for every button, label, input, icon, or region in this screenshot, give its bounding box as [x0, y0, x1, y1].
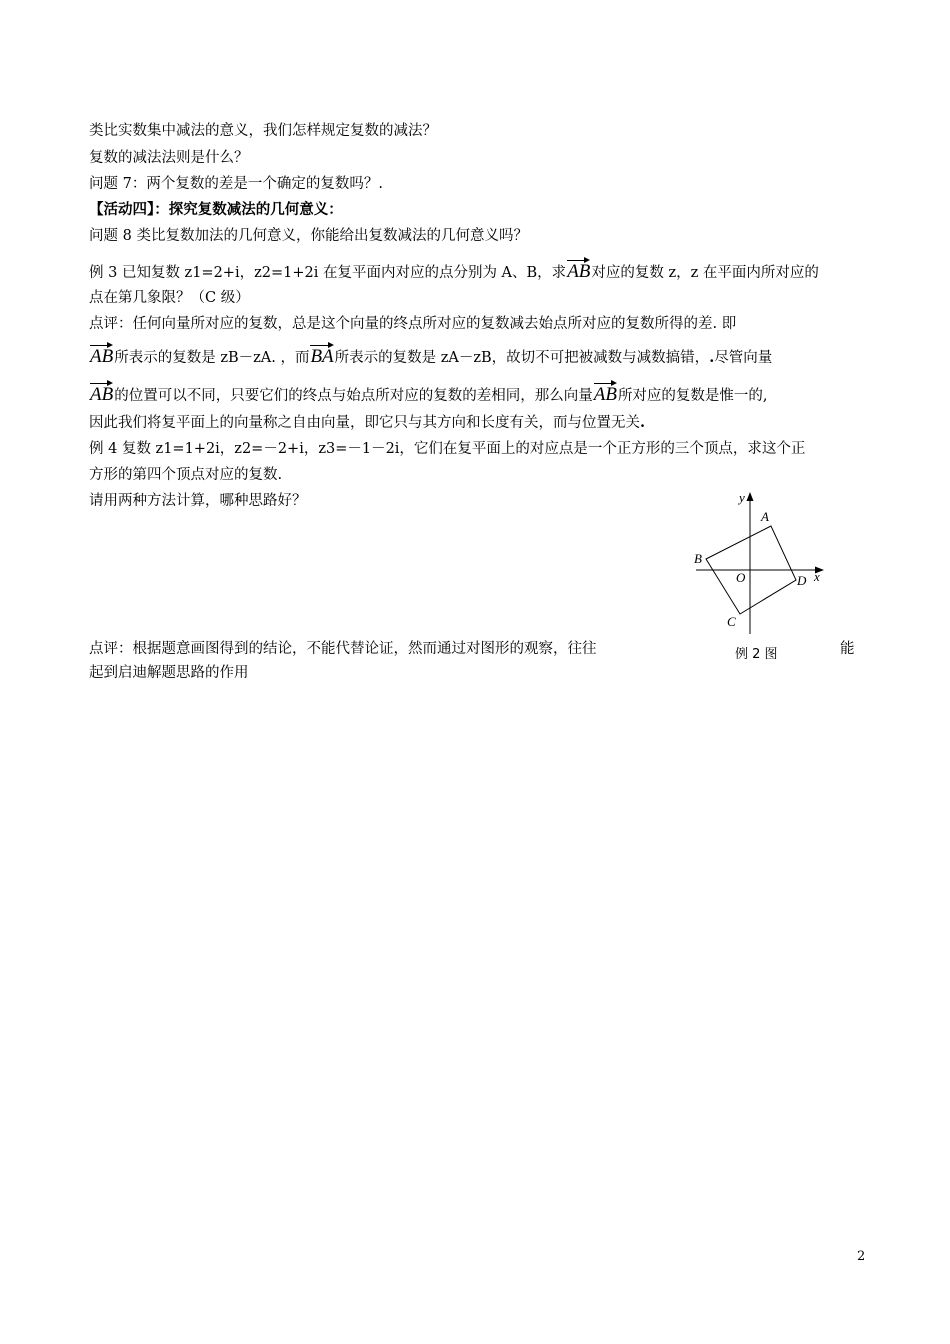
square-diagram	[684, 488, 834, 638]
line-1: 类比实数集中减法的意义，我们怎样规定复数的减法？	[89, 123, 437, 139]
origin-label: O	[736, 570, 746, 585]
comment-1-text-2a: 所表示的复数是 zB－zA. ，而	[114, 350, 310, 366]
question-two-methods: 请用两种方法计算，哪种思路好？	[89, 493, 307, 509]
vector-ab: AB	[593, 384, 617, 405]
example-4-line-1: 例 4 复数 z1=1+2i，z2=－2+i，z3=－1－2i，它们在复平面上的对应点是一个正方形的三个顶点，求这个正	[89, 441, 806, 457]
comment-1-text-2c: 尽管向量	[714, 350, 773, 366]
line-3: 问题 7：两个复数的差是一个确定的复数吗？.	[89, 176, 383, 192]
question-8: 问题 8 类比复数加法的几何意义，你能给出复数减法的几何意义吗？	[89, 228, 528, 244]
example-3-text-2: 对应的复数 z，z 在平面内所对应的	[591, 265, 819, 281]
figure-caption: 例 2 图	[735, 647, 778, 662]
comment-2-text-1b: 能	[840, 641, 855, 657]
comment-2-line-2: 起到启迪解题思路的作用	[89, 665, 249, 681]
comment-1-text-3b: 所对应的复数是惟一的,	[617, 388, 768, 404]
page-number: 2	[857, 1249, 866, 1264]
example-3-line-2: 点在第几象限？（C 级）	[89, 290, 250, 306]
bold-period: .	[640, 414, 646, 431]
comment-1-text-4: 因此我们将复平面上的向量称之自由向量，即它只与其方向和长度有关，而与位置无关	[89, 415, 640, 431]
comment-1-text-3a: 的位置可以不同，只要它们的终点与始点所对应的复数的差相同，那么向量	[114, 388, 593, 404]
bold-dot: .	[709, 349, 715, 366]
example-3-text-1: 例 3 已知复数 z1=2+i，z2=1+2i 在复平面内对应的点分别为 A、B，求	[89, 265, 567, 281]
line-2: 复数的减法法则是什么？	[89, 150, 249, 166]
comment-1-line-2	[89, 344, 772, 369]
vector-ba: BA	[310, 346, 334, 367]
y-axis-arrow	[747, 492, 754, 501]
comment-1-line-4	[89, 412, 645, 434]
comment-2-line-1	[89, 638, 597, 660]
point-c-label: C	[727, 614, 736, 629]
comment-1-text-2b: 所表示的复数是 zA－zB，故切不可把被减数与减数搞错，	[334, 350, 710, 366]
activity-heading: 【活动四】：探究复数减法的几何意义：	[89, 201, 343, 218]
point-b-label: B	[694, 551, 702, 566]
comment-1-line-3	[89, 382, 768, 407]
point-d-label: D	[797, 573, 807, 588]
example-3-line-1	[89, 259, 819, 284]
y-label: y	[739, 490, 745, 505]
x-label: x	[814, 569, 820, 584]
comment-1-line-1: 点评：任何向量所对应的复数，总是这个向量的终点所对应的复数减去始点所对应的复数所得的差. 即	[89, 316, 737, 332]
vector-ab: AB	[90, 384, 114, 405]
point-a-label: A	[761, 509, 769, 524]
vector-ab: AB	[90, 346, 114, 367]
comment-2-text-1a: 点评：根据题意画图得到的结论，不能代替论证，然而通过对图形的观察，往往	[89, 641, 597, 657]
vector-ab: AB	[567, 261, 591, 282]
example-4-line-2: 方形的第四个顶点对应的复数.	[89, 467, 283, 483]
